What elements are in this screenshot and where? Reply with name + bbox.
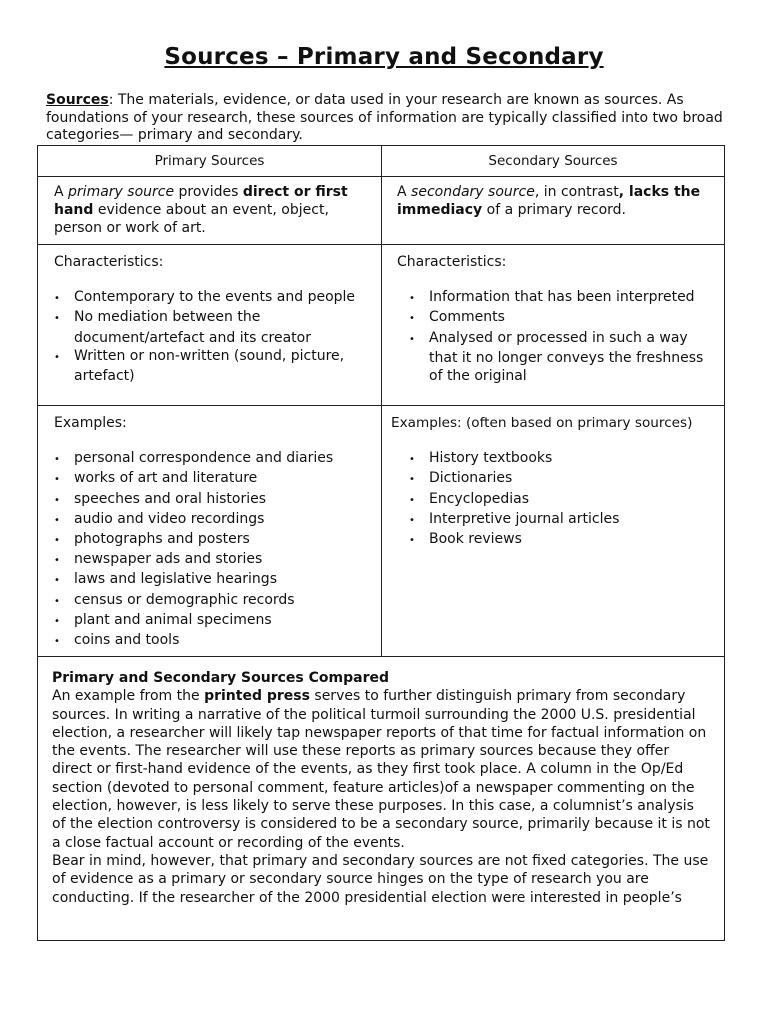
secondary-characteristics — [382, 245, 724, 405]
bullet-icon: • — [54, 313, 60, 325]
primary-examples-label: Examples: — [54, 415, 127, 431]
primary-def-text: evidence about an event, object, person or work of art. — [54, 202, 329, 237]
header-secondary: Secondary Sources — [488, 153, 618, 169]
page-title: Sources – Primary and Secondary — [164, 44, 604, 70]
bullet-icon: • — [54, 514, 60, 526]
list-item: • No mediation between the document/artefact and its creator — [54, 309, 311, 346]
primary-def-text: provides — [174, 184, 243, 200]
list-item: • History textbooks — [391, 449, 720, 469]
comparison-section — [38, 663, 724, 907]
bullet-icon: • — [54, 615, 60, 627]
bullet-icon: • — [409, 494, 415, 506]
primary-characteristics — [38, 245, 382, 405]
secondary-def-text: A — [397, 184, 412, 200]
list-item: • photographs and posters — [54, 530, 373, 550]
list-item: • works of art and literature — [54, 469, 373, 489]
bullet-icon: • — [54, 293, 60, 305]
secondary-examples — [382, 406, 724, 656]
printed-press-emphasis: printed press — [204, 688, 310, 705]
list-item: • coins and tools — [54, 631, 373, 651]
header-primary: Primary Sources — [38, 146, 382, 176]
list-item: • newspaper ads and stories — [54, 550, 373, 570]
list-item: • speeches and oral histories — [54, 490, 373, 510]
secondary-definition — [382, 177, 724, 244]
intro-text: : The materials, evidence, or data used in your research are known as sources. As foundations of your research, these sources of information are typically classified into two broad categories— primary and secondary. — [46, 92, 723, 143]
bullet-icon: • — [409, 313, 415, 325]
list-item: • audio and video recordings — [54, 510, 373, 530]
list-item: • Comments — [397, 308, 716, 328]
characteristics-row — [38, 245, 724, 406]
bullet-icon: • — [409, 474, 415, 486]
list-item: • Dictionaries — [391, 469, 720, 489]
secondary-def-text: , in contrast — [534, 184, 619, 200]
sources-table — [37, 145, 725, 941]
bullet-icon: • — [54, 494, 60, 506]
bullet-icon: • — [409, 293, 415, 305]
list-item: • census or demographic records — [54, 591, 373, 611]
list-item: • Information that has been interpreted — [397, 288, 716, 308]
bullet-icon: • — [54, 575, 60, 587]
secondary-characteristics-list — [397, 288, 716, 385]
bullet-icon: • — [409, 333, 415, 345]
list-item: • Contemporary to the events and people — [54, 288, 369, 308]
bullet-icon: • — [54, 595, 60, 607]
bullet-icon: • — [54, 454, 60, 466]
secondary-def-text: of a primary record. — [482, 202, 627, 219]
comparison-heading: Primary and Secondary Sources Compared — [52, 670, 389, 686]
secondary-examples-label: Examples: (often based on primary sources) — [391, 415, 693, 431]
list-item: • Written or non-written (sound, picture, artefact) — [54, 347, 345, 385]
list-item: • laws and legislative hearings — [54, 570, 373, 590]
table-header-row — [38, 146, 724, 177]
bullet-icon: • — [409, 535, 415, 547]
definition-row — [38, 177, 724, 245]
primary-characteristics-list — [54, 288, 369, 385]
list-item: • Book reviews — [391, 530, 720, 550]
examples-row — [38, 406, 724, 657]
bullet-icon: • — [54, 555, 60, 567]
intro-label: Sources — [46, 92, 109, 108]
intro-paragraph — [46, 92, 736, 145]
secondary-examples-list — [391, 449, 720, 550]
bullet-icon: • — [409, 514, 415, 526]
comparison-paragraph-1: An example from the printed press serves to further distinguish primary from secondary sources. In writing a narrative of the political turmoil surrounding the 2000 U.S. presidential election, a researcher will likely tap newspaper reports of that time for factual information on the events. The researcher will use these reports as primary sources because they offer direct or first-hand evidence of the events, as they first took place. A column in the Op/Ed section (devoted to personal comment, feature articles)of a newspaper commenting on the election, however, is less likely to serve these purposes. In this case, a columnist’s analysis of the election controversy is considered to be a secondary source, primarily because it is not a close factual account or recording of the events. — [52, 688, 710, 851]
primary-def-emphasis: direct or first hand — [54, 184, 348, 219]
primary-def-text: A — [54, 184, 69, 200]
comparison-paragraph-2: Bear in mind, however, that primary and secondary sources are not fixed categories. The use of evidence as a primary or secondary source hinges on the type of research you are conducting. If the researcher of the 2000 presidential election were interested in people’s — [52, 852, 709, 906]
bullet-icon: • — [54, 351, 60, 363]
bullet-icon: • — [54, 636, 60, 648]
primary-examples-list — [54, 449, 373, 651]
secondary-def-emphasis: , lacks the immediacy — [397, 184, 701, 219]
characteristics-label: Characteristics: — [397, 254, 507, 270]
characteristics-label: Characteristics: — [54, 254, 164, 270]
list-item: • plant and animal specimens — [54, 611, 373, 631]
list-item: • Interpretive journal articles — [391, 510, 720, 530]
bullet-icon: • — [54, 535, 60, 547]
bullet-icon: • — [409, 454, 415, 466]
primary-examples — [38, 406, 382, 656]
bullet-icon: • — [54, 474, 60, 486]
primary-definition — [38, 177, 382, 244]
list-item: • Encyclopedias — [391, 490, 720, 510]
primary-def-term: primary source — [68, 184, 175, 200]
secondary-def-term: secondary source — [411, 184, 535, 200]
list-item: • Analysed or processed in such a way that it no longer conveys the freshness of the original — [409, 329, 704, 385]
list-item: • personal correspondence and diaries — [54, 449, 373, 469]
